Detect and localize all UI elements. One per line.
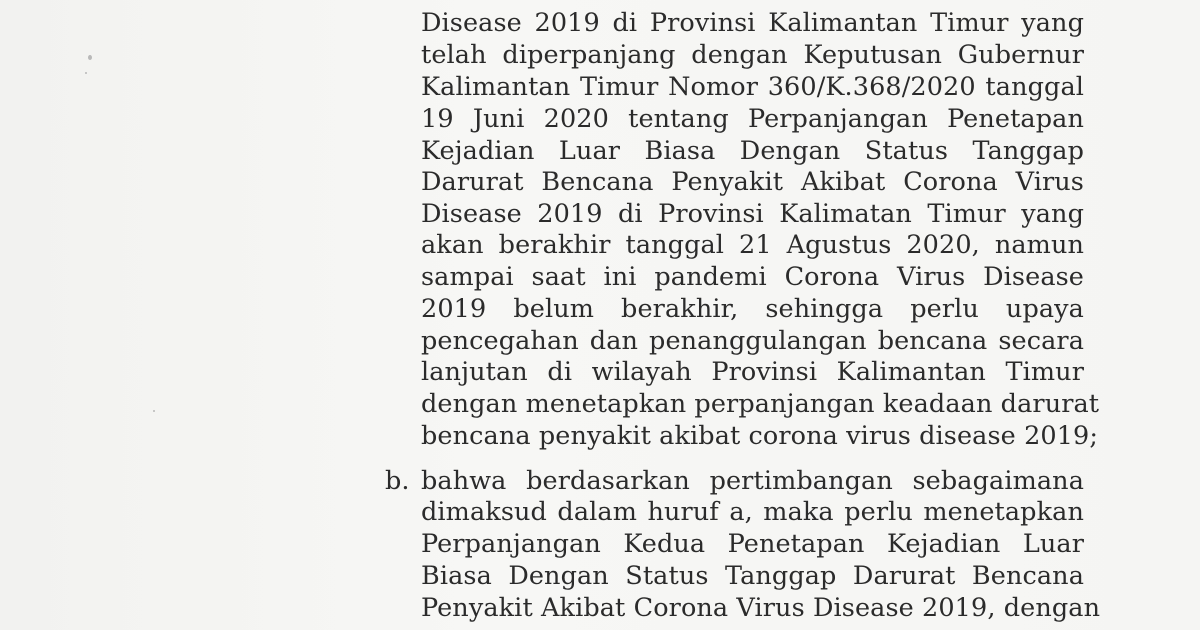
paragraph-b-line: Perpanjangan Kedua Penetapan Kejadian Luar [421,529,1084,559]
paragraph-a-line: Darurat Bencana Penyakit Akibat Corona Virus [421,167,1084,197]
paragraph-a-line: sampai saat ini pandemi Corona Virus Disease [421,262,1084,292]
scan-speck [88,55,92,60]
paragraph-a-line: 2019 belum berakhir, sehingga perlu upaya [421,294,1084,324]
paragraph-a-line: pencegahan dan penanggulangan bencana secara [421,326,1084,356]
paragraph-a-line: telah diperpanjang dengan Keputusan Gubernur [421,40,1084,70]
paragraph-a-line: Kalimantan Timur Nomor 360/K.368/2020 tanggal [421,72,1084,102]
paragraph-b-marker: b. [385,466,410,496]
paragraph-a-line: Disease 2019 di Provinsi Kalimatan Timur yang [421,199,1084,229]
paragraph-b-line: Biasa Dengan Status Tanggap Darurat Bencana [421,561,1084,591]
paragraph-b-line: Penyakit Akibat Corona Virus Disease 2019, dengan [421,593,1101,623]
paragraph-a-line: dengan menetapkan perpanjangan keadaan darurat [421,389,1100,419]
paragraph-a-line: akan berakhir tanggal 21 Agustus 2020, namun [421,230,1084,260]
paragraph-a-line: 19 Juni 2020 tentang Perpanjangan Penetapan [421,104,1084,134]
paragraph-b-line: bahwa berdasarkan pertimbangan sebagaimana [421,466,1084,496]
scan-speck [85,72,87,74]
paragraph-a-line: Disease 2019 di Provinsi Kalimantan Timur yang [421,8,1084,38]
paragraph-a-line: Kejadian Luar Biasa Dengan Status Tanggap [421,136,1084,166]
paragraph-a-line: lanjutan di wilayah Provinsi Kalimantan Timur [421,357,1084,387]
scan-speck [153,410,155,412]
paragraph-b-line: dimaksud dalam huruf a, maka perlu menetapkan [421,497,1084,527]
paragraph-a-line: bencana penyakit akibat corona virus disease 2019; [421,421,1099,451]
